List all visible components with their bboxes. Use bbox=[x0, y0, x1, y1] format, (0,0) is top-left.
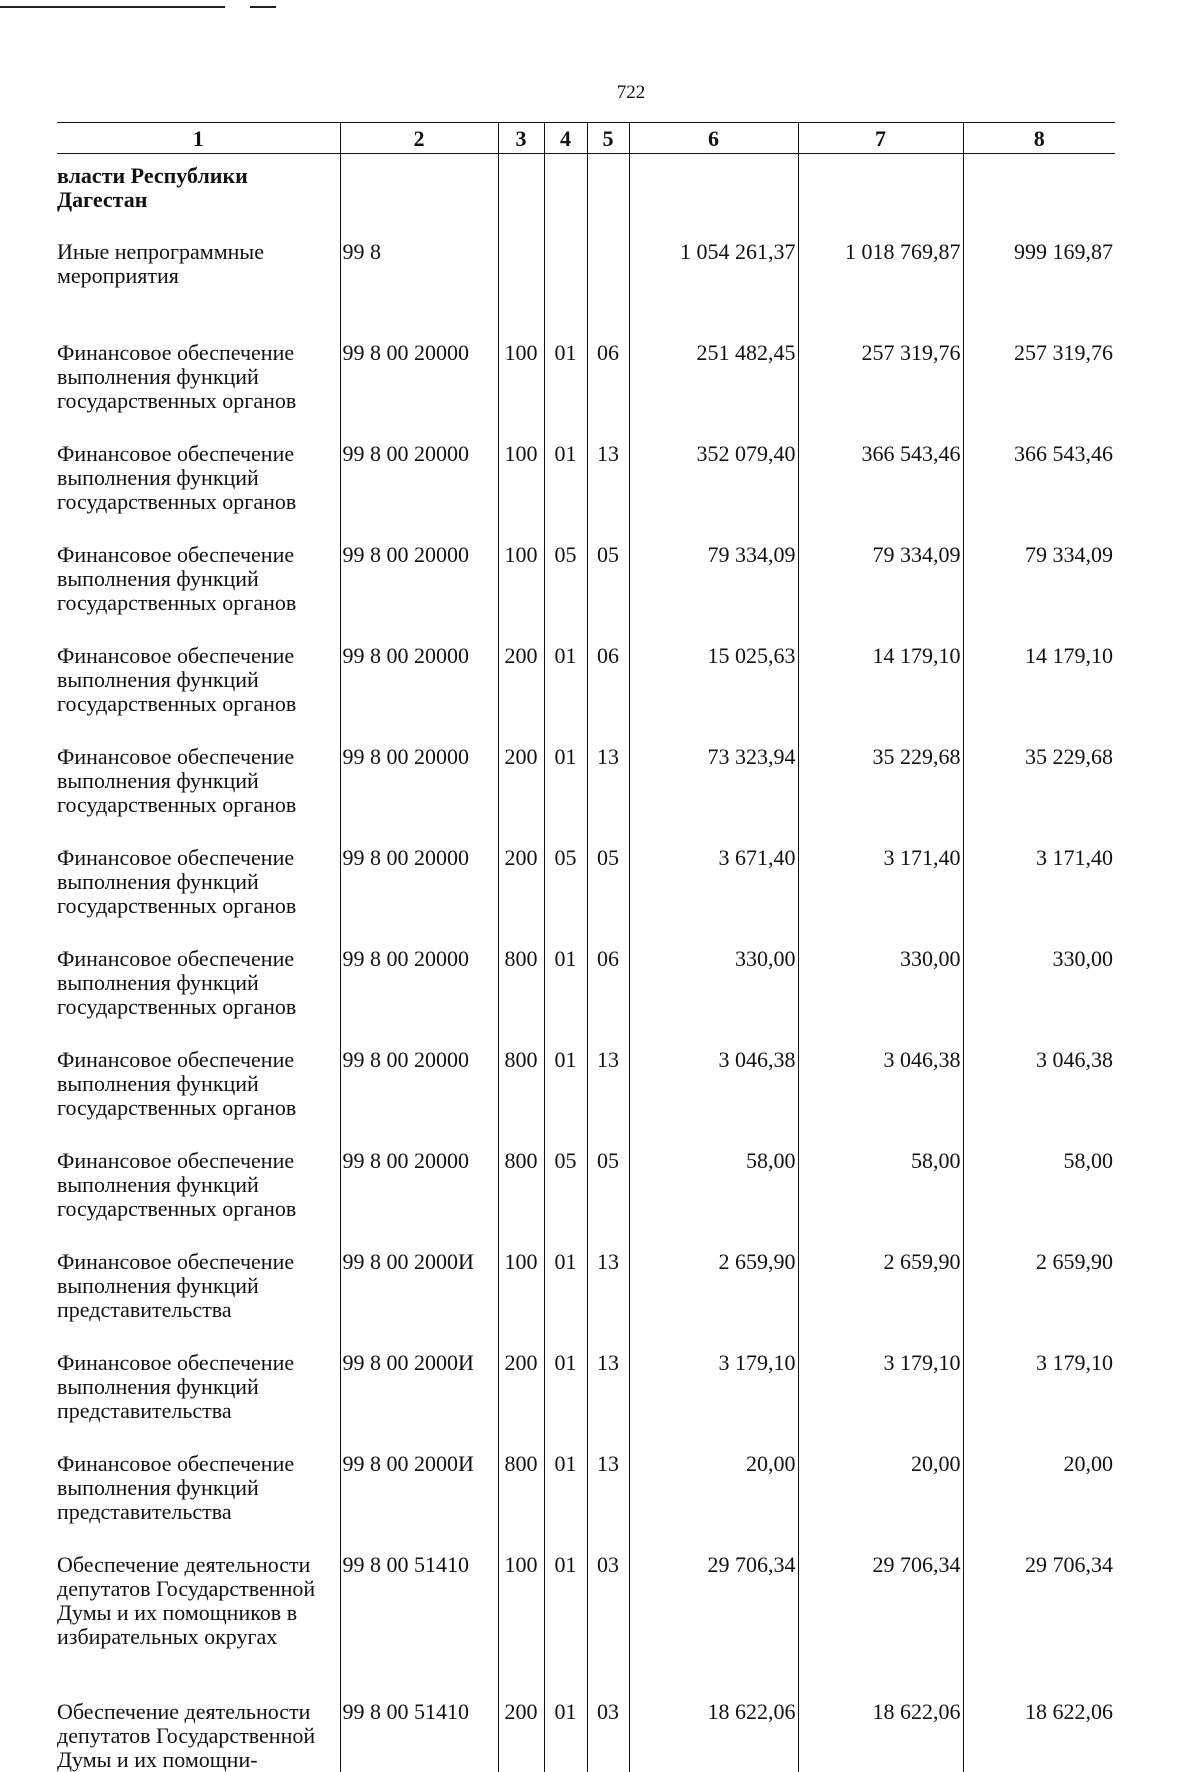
cell-col6: 18 622,06 bbox=[629, 1690, 798, 1772]
cell-col7: 14 179,10 bbox=[798, 634, 963, 735]
table-row bbox=[57, 1341, 1115, 1442]
cell-col4 bbox=[544, 230, 587, 331]
table-row bbox=[57, 432, 1115, 533]
cell-name: Обеспечение деятельности депутатов Государственной Думы и их помощников в избирательных округах bbox=[57, 1543, 340, 1690]
table-row bbox=[57, 154, 1115, 231]
cell-col5 bbox=[587, 230, 629, 331]
cell-col7: 29 706,34 bbox=[798, 1543, 963, 1690]
cell-col6 bbox=[629, 154, 798, 231]
cell-col5: 05 bbox=[587, 836, 629, 937]
cell-col7: 366 543,46 bbox=[798, 432, 963, 533]
cell-col4: 01 bbox=[544, 1690, 587, 1772]
cell-name: Финансовое обеспечение выполнения функций государственных органов bbox=[57, 432, 340, 533]
table-row bbox=[57, 1139, 1115, 1240]
cell-col6: 73 323,94 bbox=[629, 735, 798, 836]
cell-col5: 13 bbox=[587, 735, 629, 836]
cell-col6: 15 025,63 bbox=[629, 634, 798, 735]
table-row bbox=[57, 1442, 1115, 1543]
cell-col5: 13 bbox=[587, 1341, 629, 1442]
cell-col5: 05 bbox=[587, 533, 629, 634]
cell-col7: 3 179,10 bbox=[798, 1341, 963, 1442]
cell-col3 bbox=[498, 230, 544, 331]
cell-col4: 01 bbox=[544, 1543, 587, 1690]
cell-col8: 29 706,34 bbox=[963, 1543, 1115, 1690]
cell-col8 bbox=[963, 154, 1115, 231]
column-header: 3 bbox=[498, 123, 544, 154]
cell-col8: 18 622,06 bbox=[963, 1690, 1115, 1772]
column-header: 5 bbox=[587, 123, 629, 154]
scan-line-top-left bbox=[0, 6, 225, 8]
cell-code: 99 8 00 20000 bbox=[340, 331, 498, 432]
cell-name: Финансовое обеспечение выполнения функций государственных органов bbox=[57, 735, 340, 836]
cell-col6: 29 706,34 bbox=[629, 1543, 798, 1690]
cell-col7: 3 046,38 bbox=[798, 1038, 963, 1139]
cell-col7 bbox=[798, 154, 963, 231]
cell-code: 99 8 00 20000 bbox=[340, 937, 498, 1038]
cell-code: 99 8 00 51410 bbox=[340, 1543, 498, 1690]
table-row bbox=[57, 1240, 1115, 1341]
cell-name: Обеспечение деятельности депутатов Государственной Думы и их помощни- bbox=[57, 1690, 340, 1772]
table-row bbox=[57, 836, 1115, 937]
cell-col7: 18 622,06 bbox=[798, 1690, 963, 1772]
table-row bbox=[57, 230, 1115, 331]
cell-col7: 20,00 bbox=[798, 1442, 963, 1543]
cell-col4: 05 bbox=[544, 1139, 587, 1240]
cell-col3: 100 bbox=[498, 533, 544, 634]
cell-col6: 1 054 261,37 bbox=[629, 230, 798, 331]
cell-col6: 58,00 bbox=[629, 1139, 798, 1240]
cell-col4: 01 bbox=[544, 331, 587, 432]
cell-code: 99 8 00 20000 bbox=[340, 836, 498, 937]
table-row bbox=[57, 937, 1115, 1038]
cell-col4: 01 bbox=[544, 432, 587, 533]
cell-col7: 35 229,68 bbox=[798, 735, 963, 836]
cell-col8: 3 171,40 bbox=[963, 836, 1115, 937]
cell-code: 99 8 00 20000 bbox=[340, 1139, 498, 1240]
cell-col4: 01 bbox=[544, 735, 587, 836]
cell-col3: 200 bbox=[498, 634, 544, 735]
cell-code: 99 8 00 20000 bbox=[340, 1038, 498, 1139]
cell-name: Финансовое обеспечение выполнения функций представительства bbox=[57, 1240, 340, 1341]
column-header: 2 bbox=[340, 123, 498, 154]
cell-col8: 3 046,38 bbox=[963, 1038, 1115, 1139]
cell-col4: 01 bbox=[544, 634, 587, 735]
cell-col3: 800 bbox=[498, 1139, 544, 1240]
cell-col8: 79 334,09 bbox=[963, 533, 1115, 634]
cell-code: 99 8 00 20000 bbox=[340, 533, 498, 634]
cell-col6: 20,00 bbox=[629, 1442, 798, 1543]
cell-name: Финансовое обеспечение выполнения функций государственных органов bbox=[57, 533, 340, 634]
cell-col6: 330,00 bbox=[629, 937, 798, 1038]
cell-col3 bbox=[498, 154, 544, 231]
cell-name: Финансовое обеспечение выполнения функций государственных органов bbox=[57, 836, 340, 937]
scan-line-top-small bbox=[250, 6, 276, 8]
cell-col4 bbox=[544, 154, 587, 231]
cell-col6: 79 334,09 bbox=[629, 533, 798, 634]
cell-code: 99 8 00 20000 bbox=[340, 634, 498, 735]
table-row bbox=[57, 533, 1115, 634]
cell-col5: 06 bbox=[587, 634, 629, 735]
cell-col5: 05 bbox=[587, 1139, 629, 1240]
cell-col8: 3 179,10 bbox=[963, 1341, 1115, 1442]
cell-col3: 200 bbox=[498, 1341, 544, 1442]
cell-col8: 14 179,10 bbox=[963, 634, 1115, 735]
cell-col4: 05 bbox=[544, 836, 587, 937]
cell-col4: 01 bbox=[544, 937, 587, 1038]
cell-col8: 20,00 bbox=[963, 1442, 1115, 1543]
cell-col7: 58,00 bbox=[798, 1139, 963, 1240]
cell-code: 99 8 00 2000И bbox=[340, 1341, 498, 1442]
table-body bbox=[57, 154, 1115, 1772]
cell-col5: 03 bbox=[587, 1690, 629, 1772]
cell-col8: 999 169,87 bbox=[963, 230, 1115, 331]
cell-col7: 3 171,40 bbox=[798, 836, 963, 937]
cell-col6: 3 179,10 bbox=[629, 1341, 798, 1442]
cell-name: Финансовое обеспечение выполнения функций представительства bbox=[57, 1442, 340, 1543]
cell-code bbox=[340, 154, 498, 231]
column-header: 1 bbox=[57, 123, 340, 154]
cell-col7: 257 319,76 bbox=[798, 331, 963, 432]
cell-code: 99 8 00 2000И bbox=[340, 1442, 498, 1543]
column-header: 4 bbox=[544, 123, 587, 154]
column-header: 8 bbox=[963, 123, 1115, 154]
table-row bbox=[57, 1543, 1115, 1690]
cell-col5: 03 bbox=[587, 1543, 629, 1690]
cell-col3: 100 bbox=[498, 432, 544, 533]
cell-col3: 800 bbox=[498, 1038, 544, 1139]
cell-col7: 330,00 bbox=[798, 937, 963, 1038]
cell-col3: 800 bbox=[498, 937, 544, 1038]
cell-col6: 2 659,90 bbox=[629, 1240, 798, 1341]
cell-name: Финансовое обеспечение выполнения функций государственных органов bbox=[57, 331, 340, 432]
cell-col7: 79 334,09 bbox=[798, 533, 963, 634]
table-row bbox=[57, 634, 1115, 735]
cell-col6: 3 671,40 bbox=[629, 836, 798, 937]
cell-col4: 01 bbox=[544, 1341, 587, 1442]
cell-col3: 200 bbox=[498, 735, 544, 836]
cell-col5: 13 bbox=[587, 1240, 629, 1341]
cell-col3: 100 bbox=[498, 1543, 544, 1690]
cell-col4: 01 bbox=[544, 1038, 587, 1139]
cell-code: 99 8 00 51410 bbox=[340, 1690, 498, 1772]
cell-col5: 06 bbox=[587, 331, 629, 432]
cell-col3: 800 bbox=[498, 1442, 544, 1543]
cell-name: Финансовое обеспечение выполнения функций государственных органов bbox=[57, 937, 340, 1038]
cell-col8: 330,00 bbox=[963, 937, 1115, 1038]
column-header-row bbox=[57, 123, 1115, 154]
cell-name: Финансовое обеспечение выполнения функций государственных органов bbox=[57, 634, 340, 735]
cell-col4: 01 bbox=[544, 1442, 587, 1543]
cell-col4: 01 bbox=[544, 1240, 587, 1341]
cell-name: власти Республики Дагестан bbox=[57, 154, 340, 231]
cell-name: Финансовое обеспечение выполнения функций государственных органов bbox=[57, 1038, 340, 1139]
cell-col8: 58,00 bbox=[963, 1139, 1115, 1240]
page-number: 722 bbox=[0, 82, 1200, 104]
table-row bbox=[57, 331, 1115, 432]
cell-col5: 13 bbox=[587, 1442, 629, 1543]
table-row bbox=[57, 1690, 1115, 1772]
cell-col7: 1 018 769,87 bbox=[798, 230, 963, 331]
cell-col5: 06 bbox=[587, 937, 629, 1038]
table-row bbox=[57, 735, 1115, 836]
cell-col8: 366 543,46 bbox=[963, 432, 1115, 533]
cell-col3: 100 bbox=[498, 331, 544, 432]
column-header: 6 bbox=[629, 123, 798, 154]
cell-code: 99 8 00 2000И bbox=[340, 1240, 498, 1341]
cell-col3: 200 bbox=[498, 1690, 544, 1772]
cell-col8: 257 319,76 bbox=[963, 331, 1115, 432]
table-row bbox=[57, 1038, 1115, 1139]
cell-name: Финансовое обеспечение выполнения функций представительства bbox=[57, 1341, 340, 1442]
cell-col6: 251 482,45 bbox=[629, 331, 798, 432]
cell-code: 99 8 00 20000 bbox=[340, 432, 498, 533]
cell-col4: 05 bbox=[544, 533, 587, 634]
cell-col7: 2 659,90 bbox=[798, 1240, 963, 1341]
cell-col6: 3 046,38 bbox=[629, 1038, 798, 1139]
cell-col5 bbox=[587, 154, 629, 231]
cell-col8: 35 229,68 bbox=[963, 735, 1115, 836]
column-header: 7 bbox=[798, 123, 963, 154]
cell-col5: 13 bbox=[587, 432, 629, 533]
cell-col5: 13 bbox=[587, 1038, 629, 1139]
cell-name: Иные непрограммные мероприятия bbox=[57, 230, 340, 331]
cell-col3: 100 bbox=[498, 1240, 544, 1341]
cell-col6: 352 079,40 bbox=[629, 432, 798, 533]
budget-table bbox=[57, 122, 1115, 1772]
cell-col3: 200 bbox=[498, 836, 544, 937]
cell-name: Финансовое обеспечение выполнения функций государственных органов bbox=[57, 1139, 340, 1240]
cell-code: 99 8 bbox=[340, 230, 498, 331]
cell-code: 99 8 00 20000 bbox=[340, 735, 498, 836]
cell-col8: 2 659,90 bbox=[963, 1240, 1115, 1341]
